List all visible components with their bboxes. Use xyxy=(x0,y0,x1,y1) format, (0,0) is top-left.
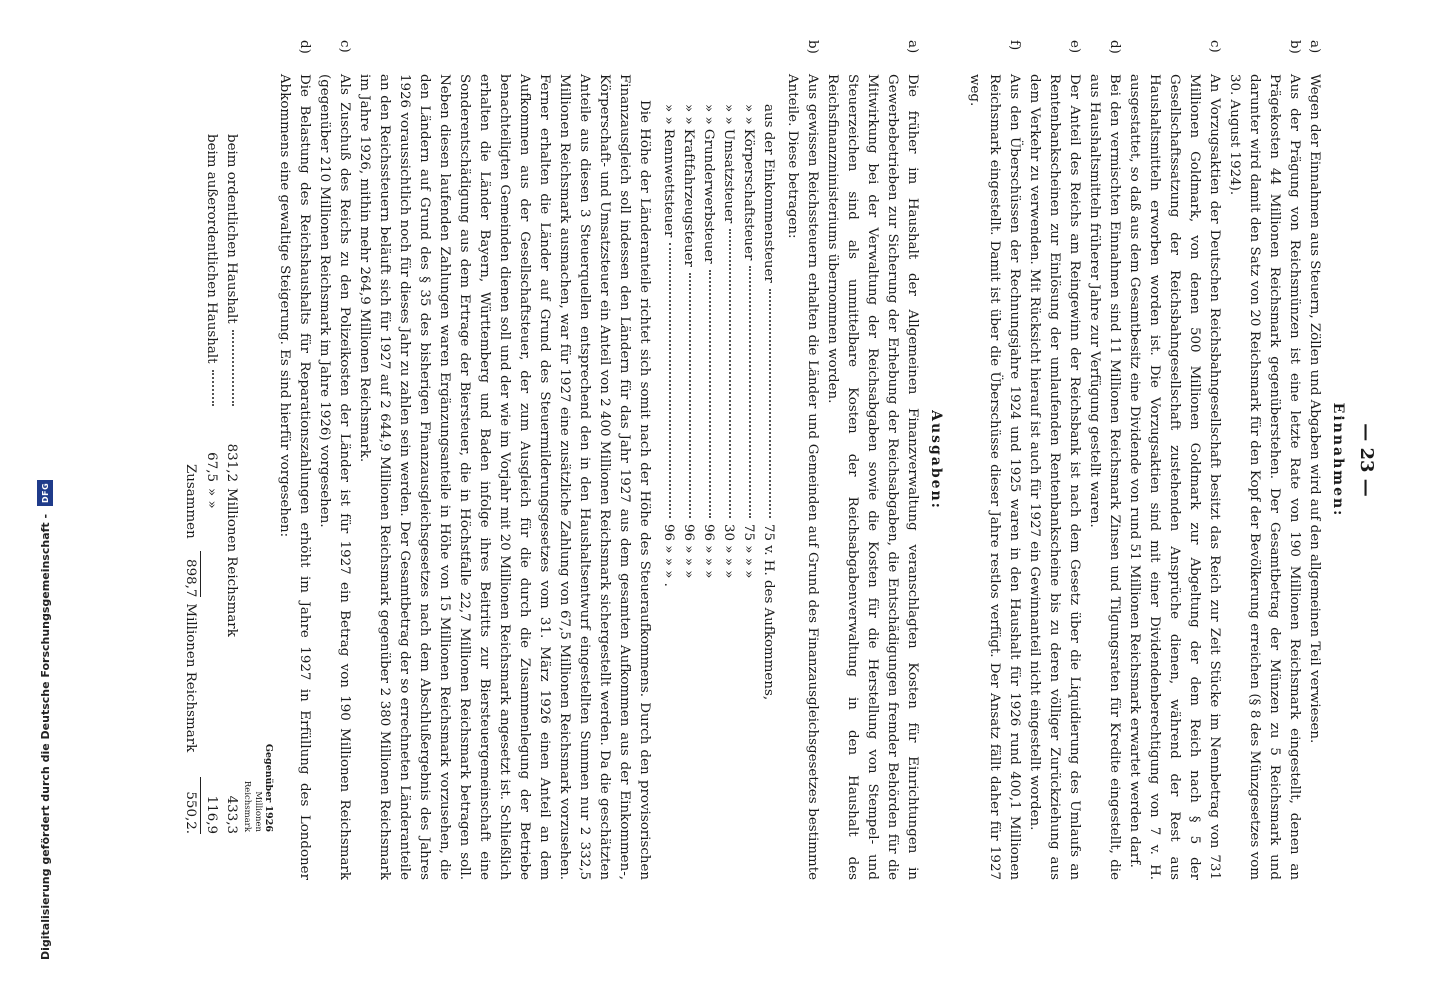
leader-dots xyxy=(669,243,671,518)
tax-share-value: 75 v. H. des Aufkommens, xyxy=(761,524,776,701)
item-text: Aus gewissen Reichssteuern erhalten die Länder und Gemeinden auf Grund des Finanzausgleichsgesetzes bestimmte Anteile. Diese betragen: xyxy=(785,74,820,880)
tax-share-value: 96 » » » xyxy=(681,524,696,579)
comparison-column-header: Gegenüber 1926 Millionen Reichsmark xyxy=(242,743,274,832)
item-text: Die früher im Haushalt der Allgemeinen Finanzverwaltung veranschlagten Kosten für Einrichtungen in Gewerbebetrieben zur Sicherung der Erhebung der Reichsabgaben, die Entschädigungen fremder Behörden für die Mitwirkung bei der Verwaltung der Reichsabgaben sowie die Kosten für die Herstellung von Stempel- und Steuerzeichen sind als unmittelbare Kosten der Reichsabgabenverwaltung in den Haushalt des Reichsfinanzministeriums übernommen worden. xyxy=(825,74,920,880)
ditto-mark: » » xyxy=(681,104,696,125)
row-amount: 831,2 xyxy=(224,443,239,482)
leader-dots xyxy=(729,229,731,518)
item-label: b) xyxy=(805,40,820,54)
item-text: Als Zuschuß des Reichs zu den Polizeikosten der Länder ist für 1927 ein Betrag von 190 Millionen Reichsmark (gegenüber 210 Millionen Reichsmark im Jahre 1926) vorgesehen. xyxy=(317,74,352,880)
tax-share-row xyxy=(718,104,738,824)
leader-dots xyxy=(709,270,711,518)
tax-share-row xyxy=(698,104,718,824)
laenderanteile-paragraph: Die Höhe der Länderanteile richtet sich somit nach der Höhe des Steueraufkommens. Durch den provisorischen Finanzausgleich soll indessen den Ländern für das Jahr 1927 aus dem gesamten Aufkommen aus der Einkommen-, Körperschaft- und Umsatzsteuer ein Anteil von 2 400 Millionen Reichsmark sichergestellt werden. Da die geschätzten Anteile aus diesen 3 Steuerquellen entsprechend den in den Haushaltsentwurf eingestellten Summen nur 2 332,5 Millionen Reichsmark ausmachen, war für 1927 eine zusätzliche Zahlung von 67,5 Millionen Reichsmark vorzusehen. Ferner erhalten die Länder auf Grund des Steuermilderungsgesetzes vom 31. März 1926 einen Anteil an dem Aufkommen aus der Gesellschaftsteuer, der zum Ausgleich für die durch die Zusammenlegung der Betriebe benachteiligten Gemeinden dienen soll und der wie im Vorjahr mit 20 Millionen Reichsmark angesetzt ist. Schließlich erhalten die Länder Bayern, Württemberg und Baden infolge ihres Beitritts zur Biersteuergemeinschaft eine Sonderentschädigung aus dem Ertrage der Biersteuer, die in Höchstfalle 22,7 Millionen Reichsmark betragen soll. Neben diesen laufenden Zahlungen waren Ergänzungsanteile in Höhe von 15 Millionen Reichsmark vorzusehen, die den Ländern auf Grund des § 35 des bisherigen Finanzausgleichsgesetzes nach dem Abschlußergebnis des Jahres 1926 voraussichtlich noch für dieses Jahr zu zahlen sein werden. Der Gesamtbetrag der so errechneten Länderanteile an den Reichssteuern beläuft sich für 1927 auf 2 644,9 Millionen Reichsmark gegenüber 2 380 Millionen Reichsmark im Jahre 1926, mithin mehr 264,9 Millionen Reichsmark. xyxy=(357,74,652,880)
leader-dots xyxy=(749,266,751,518)
ausgaben-item-a xyxy=(822,40,922,880)
section-heading-einnahmen: Einnahmen: xyxy=(1330,402,1346,518)
leader-dots xyxy=(689,273,691,518)
row-amount: 67,5 xyxy=(204,452,219,482)
tax-name: Körperschaftsteuer xyxy=(741,128,756,261)
total-amount: 898,7 xyxy=(180,551,201,598)
item-label: e) xyxy=(1067,40,1082,54)
section-heading-ausgaben: Ausgaben: xyxy=(928,410,944,510)
reparations-row xyxy=(221,134,241,834)
einnahmen-item-f xyxy=(964,40,1024,880)
ausgaben-item-b xyxy=(782,40,822,880)
total-label: Zusammen xyxy=(183,464,198,539)
item-text: Bei den vermischten Einnahmen sind 11 Millionen Reichsmark Zinsen und Tilgungsraten für Kredite eingestellt, die aus Haushaltsmitteln früherer Jahre zur Verfügung gestellt waren. xyxy=(1087,74,1122,880)
text-column xyxy=(118,40,1378,880)
tax-share-value: 96 » » » . xyxy=(661,524,676,587)
ditto-mark: » » xyxy=(721,104,736,125)
item-label: b) xyxy=(1287,40,1302,54)
row-label: beim ordentlichen Haushalt xyxy=(224,134,239,324)
item-label: a) xyxy=(905,40,920,54)
ditto-mark: » » xyxy=(701,104,716,125)
einnahmen-item-e xyxy=(1024,40,1084,880)
total-unit: Millionen Reichsmark xyxy=(183,603,198,753)
item-text: Der Anteil des Reichs am Reingewinn der Reichsbank ist nach dem Gesetz über die Liquidierung des Umlaufs an Rentenbankscheinen zur Einlösung der umlaufenden Rentenbankscheine bis zu deren völliger Zurückziehung aus dem Verkehr zu verwenden. Mit Rücksicht hierauf ist auch für 1927 ein Gewinnanteil nicht eingestellt worden. xyxy=(1027,74,1082,880)
item-text: Die Belastung des Reichshaushalts für Reparationszahlungen erhöht im Jahre 1927 in Erfüllung des Londoner Abkommens eine gewaltige Steigerung. Es sind hierfür vorgesehen: xyxy=(277,74,312,880)
row-label: beim außerordentlichen Haushalt xyxy=(204,134,219,364)
leader-dots xyxy=(769,289,771,518)
reparations-summary-table xyxy=(180,134,274,834)
tax-share-row xyxy=(738,104,758,824)
row-unit: » » xyxy=(204,488,219,509)
tax-share-row xyxy=(658,104,678,824)
dfg-logo: DFG xyxy=(37,480,53,506)
ditto-mark: » » xyxy=(661,104,676,125)
leader-dots xyxy=(212,370,214,407)
tax-share-value: 30 » » » xyxy=(721,524,736,579)
item-label: c) xyxy=(337,40,352,53)
item-label: a) xyxy=(1307,40,1322,54)
tax-share-row xyxy=(678,104,698,824)
attribution-text: Digitalisierung gefördert durch die Deutsche Forschungsgemeinschaft - xyxy=(38,513,52,960)
item-text: An Vorzugsaktien der Deutschen Reichsbahngesellschaft besitzt das Reich zur Zeit Stücke im Nennbetrag von 731 Millionen Goldmark, von denen 500 Millionen Goldmark zur Abgeltung der dem Reich nach § 5 der Gesellschaftssatzung der Reichsbahngesellschaft zustehenden Ansprüche dienen, während der Rest aus Haushaltsmitteln erworben worden ist. Die Vorzugsaktien sind mit einer Dividendenberechtigung von 7 v. H. ausgestattet, so daß aus dem Gesamtbesitz eine Dividende von rund 51 Millionen Reichsmark erwartet werden darf. xyxy=(1127,74,1222,880)
tax-name: aus der Einkommensteuer xyxy=(761,104,776,283)
tax-share-value: 96 » » » xyxy=(701,524,716,579)
item-label: d) xyxy=(1107,40,1122,54)
tax-name: Grunderwerbsteuer xyxy=(701,128,716,264)
item-label: f) xyxy=(1007,40,1022,51)
row-unit: Millionen Reichsmark xyxy=(224,488,239,637)
tax-name: Umsatzsteuer xyxy=(721,128,736,224)
item-label: d) xyxy=(297,40,312,54)
einnahmen-item-b xyxy=(1224,40,1304,880)
tax-name: Rennwettsteuer xyxy=(661,128,676,238)
leader-dots xyxy=(232,330,234,406)
tax-share-value: 75 » » » xyxy=(741,524,756,579)
ditto-mark: » » xyxy=(741,104,756,125)
ausgaben-item-c xyxy=(314,40,354,880)
tax-share-row xyxy=(758,104,778,824)
ausgaben-item-d xyxy=(274,40,314,880)
row-compare-value: 116,9 xyxy=(204,795,219,834)
total-compare-value: 550,2. xyxy=(180,777,201,834)
item-text: Wegen der Einnahmen aus Steuern, Zöllen und Abgaben wird auf den allgemeinen Teil verwiesen. xyxy=(1307,74,1322,744)
item-text: Aus den Überschüssen der Rechnungsjahre 1924 und 1925 waren in den Haushalt für 1926 rund 400,1 Millionen Reichsmark eingestellt. Damit ist über die Überschüsse dieser Jahre restlos verfügt. Der Ansatz fällt daher für 1927 weg. xyxy=(967,74,1022,880)
einnahmen-item-a xyxy=(1304,40,1324,880)
reparations-row xyxy=(201,134,221,834)
item-text: Aus der Prägung von Reichsmünzen ist eine letzte Rate von 190 Millionen Reichsmark eingestellt, denen an Prägekosten 44 Millionen Reichsmark gegenüberstehen. Der Gesamtbetrag der Münzen zu 5 Reichsmark und darunter wird damit den Satz von 20 Reichsmark für den Kopf der Bevölkerung erreichen (§ 8 des Münzgesetzes vom 30. August 1924). xyxy=(1227,74,1302,880)
einnahmen-item-c xyxy=(1124,40,1224,880)
tax-name: Kraftfahrzeugsteuer xyxy=(681,128,696,267)
page-number: — 23 — xyxy=(1356,423,1377,497)
reparations-total-row xyxy=(180,134,201,834)
row-compare-value: 433,3 xyxy=(224,795,239,834)
item-label: c) xyxy=(1207,40,1222,53)
digitization-attribution xyxy=(30,0,60,1000)
tax-share-table xyxy=(658,104,778,824)
einnahmen-item-d xyxy=(1084,40,1124,880)
